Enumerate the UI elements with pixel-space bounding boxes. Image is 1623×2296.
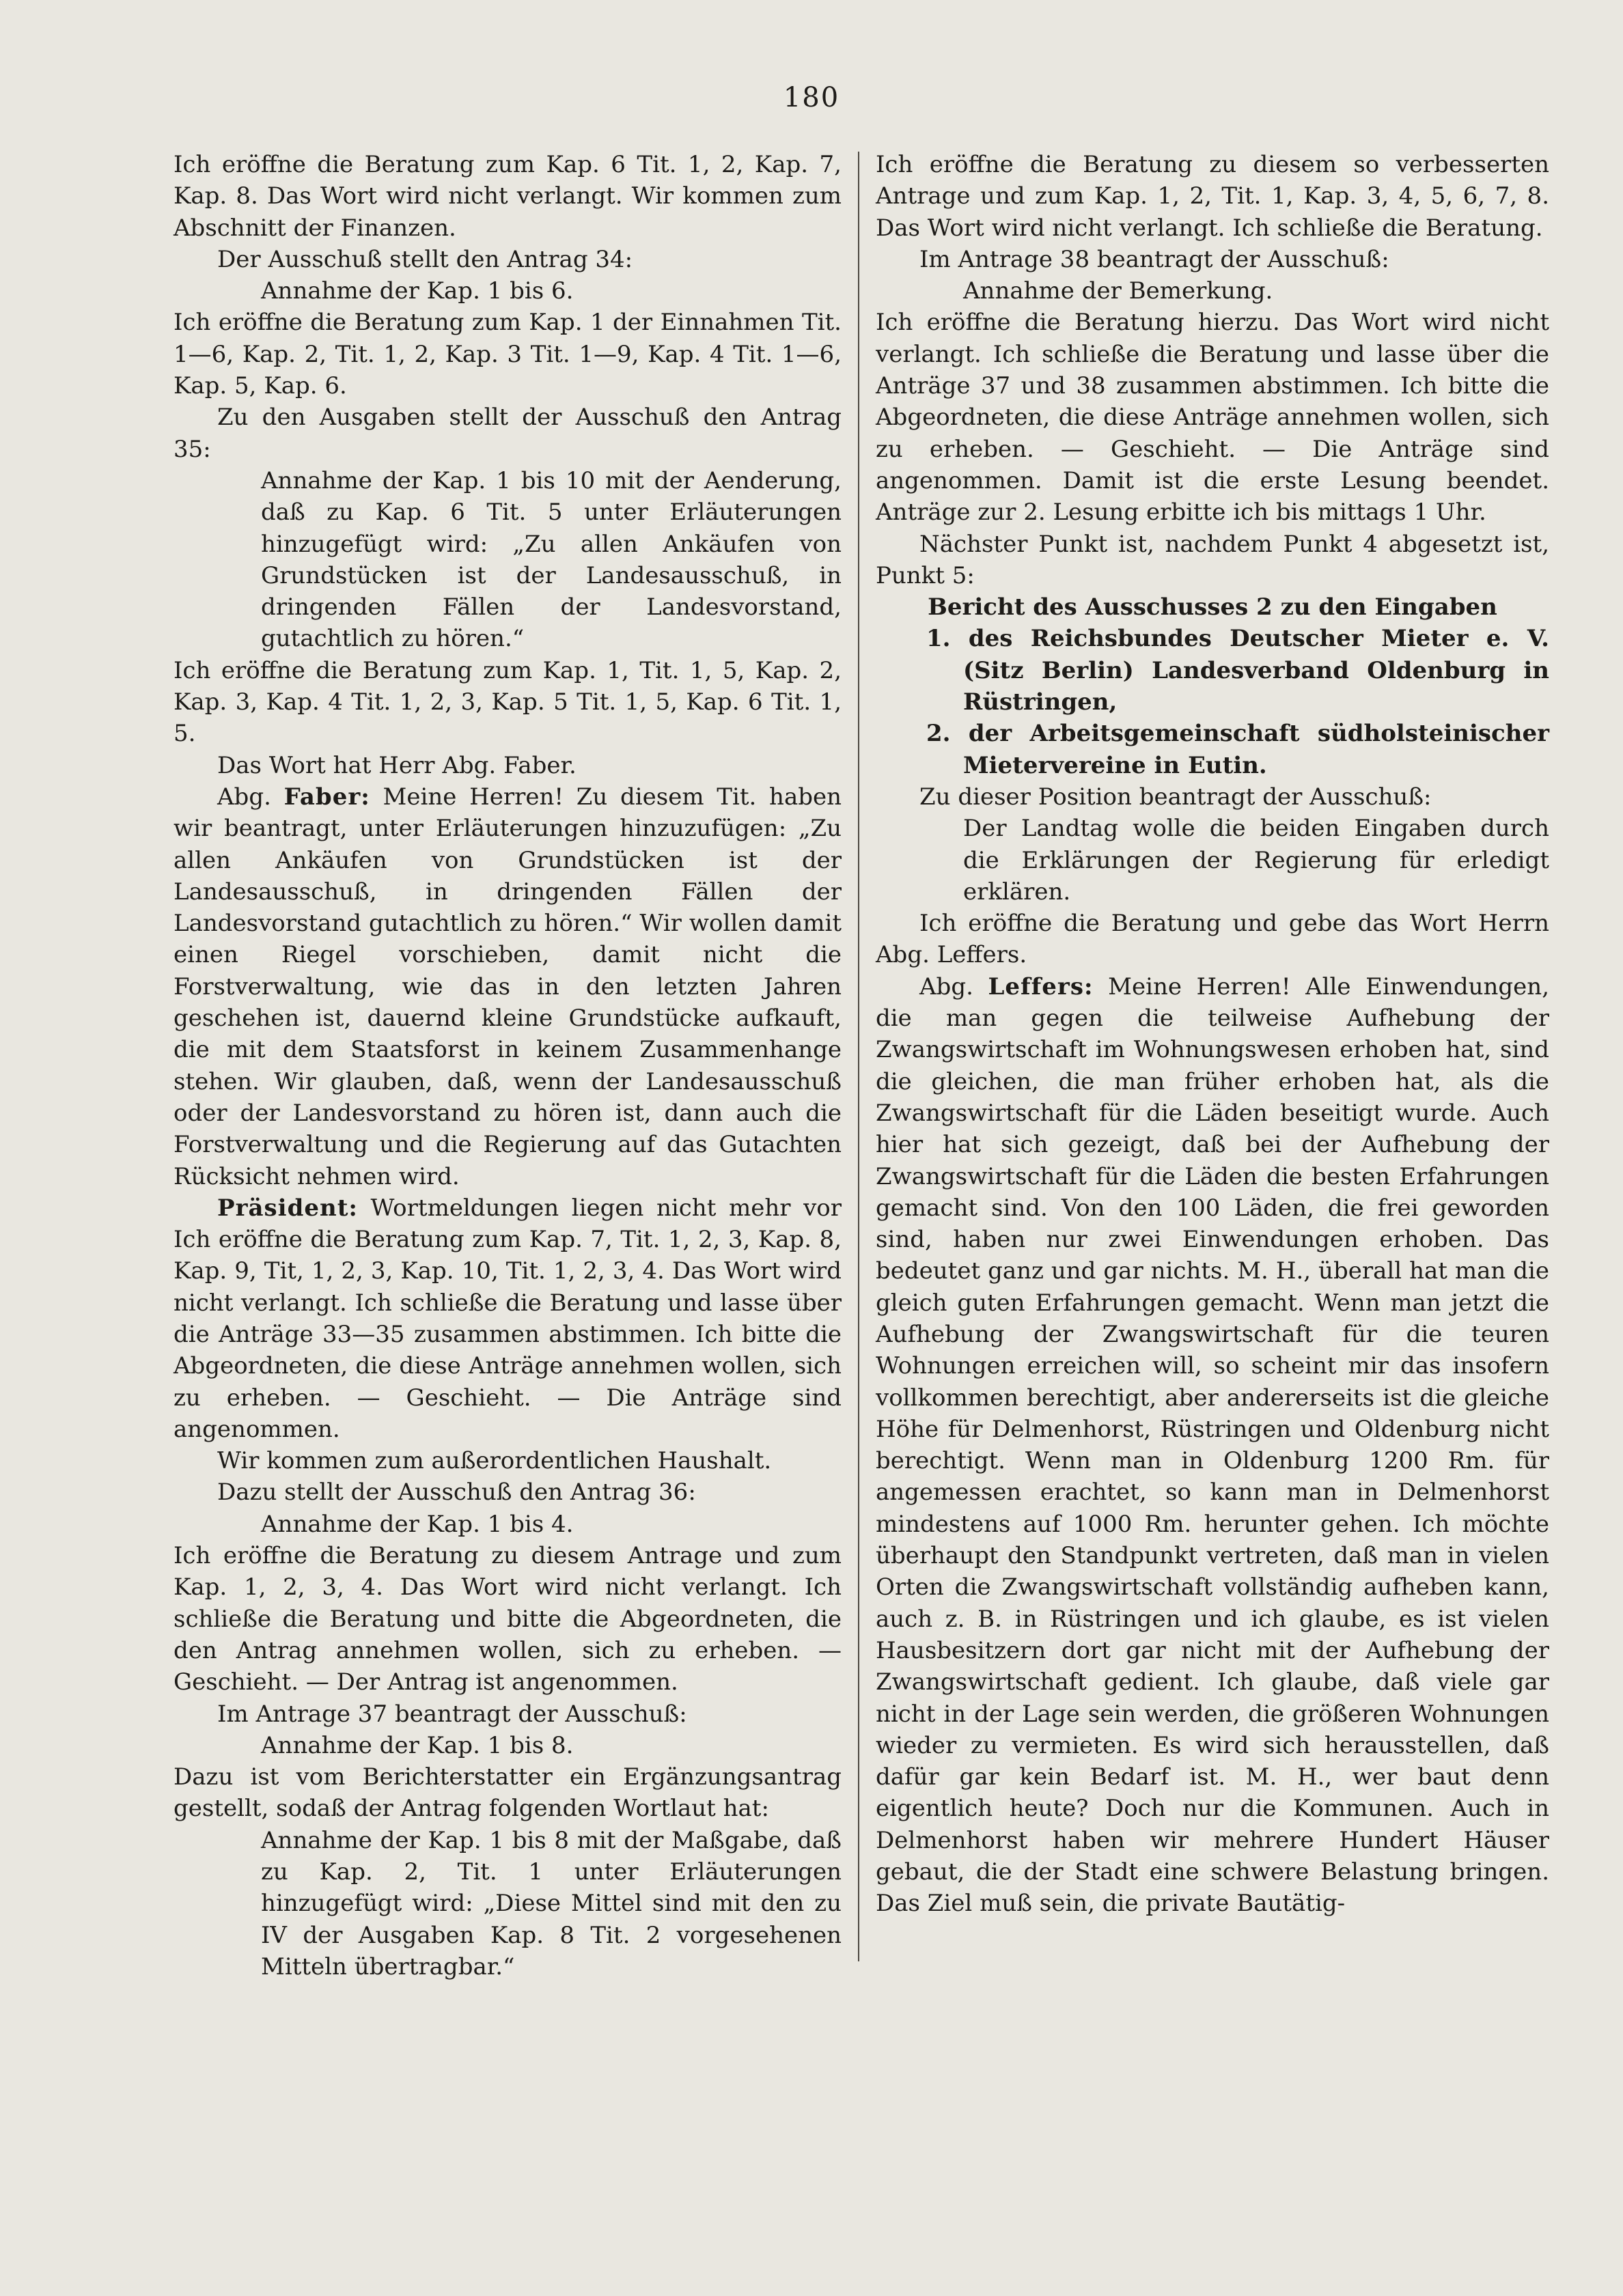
paragraph: Ich eröffne die Beratung zum Kap. 1, Tit. 1, 5, Kap. 2, Kap. 3, Kap. 4 Tit. 1, 2, 3, Kap. 5 Tit. 1, 5, Kap. 6 Tit. 1, 5. xyxy=(174,656,842,748)
paragraph: Ich eröffne die Beratung und gebe das Wort Herrn Abg. Leffers. xyxy=(876,910,1549,969)
paragraph: Wir kommen zum außerordentlichen Haushalt. xyxy=(217,1447,772,1475)
speaker-name: Leffers: xyxy=(988,972,1094,1000)
motion-text: Annahme der Kap. 1 bis 10 mit der Aenderung, daß zu Kap. 6 Tit. 5 unter Erläuterungen hinzugefügt wird: „Zu allen Ankäufen von Grundstücken ist der Landesausschuß, in dringenden Fällen der Landesvorstand, gutachtlich zu hören.“ xyxy=(261,466,842,653)
speech-paragraph xyxy=(174,781,842,1192)
column-divider xyxy=(858,152,859,1961)
motion-text: Annahme der Kap. 1 bis 8. xyxy=(261,1731,574,1759)
agenda-title: Bericht des Ausschusses 2 zu den Eingaben xyxy=(928,593,1497,621)
speech-paragraph xyxy=(174,1192,842,1445)
paragraph: Zu den Ausgaben stellt der Ausschuß den Antrag 35: xyxy=(174,404,842,463)
speaker-name: Faber: xyxy=(283,783,370,811)
paragraph: Ich eröffne die Beratung hierzu. Das Wort wird nicht verlangt. Ich schließe die Beratung und lasse über die Anträge 37 und 38 zusammen abstimmen. Ich bitte die Abgeordneten, die diese Anträge annehmen wollen, sich zu erheben. — Geschieht. — Die Anträge sind angenommen. Damit ist die erste Lesung beendet. Anträge zur 2. Lesung erbitte ich bis mittags 1 Uhr. xyxy=(876,309,1549,527)
paragraph: Dazu ist vom Berichterstatter ein Ergänzungsantrag gestellt, sodaß der Antrag folgenden Wortlaut hat: xyxy=(174,1763,842,1823)
right-column xyxy=(876,149,1549,1920)
agenda-item: 1. des Reichsbundes Deutscher Mieter e. V. (Sitz Berlin) Landesverband Oldenburg in Rüstringen, xyxy=(926,625,1549,716)
motion-text: Annahme der Bemerkung. xyxy=(963,277,1273,305)
left-column xyxy=(174,149,842,1983)
paragraph: Im Antrage 37 beantragt der Ausschuß: xyxy=(217,1700,687,1728)
motion-text: Der Landtag wolle die beiden Eingaben durch die Erklärungen der Regierung für erledigt erklären. xyxy=(963,815,1549,906)
motion-text: Annahme der Kap. 1 bis 6. xyxy=(261,277,574,305)
speaker-prefix: Abg. xyxy=(217,783,284,811)
paragraph: Der Ausschuß stellt den Antrag 34: xyxy=(217,245,633,273)
motion-text: Annahme der Kap. 1 bis 4. xyxy=(261,1510,574,1538)
paragraph: Das Wort hat Herr Abg. Faber. xyxy=(217,751,577,779)
agenda-item: 2. der Arbeitsgemeinschaft südholsteinischer Mietervereine in Eutin. xyxy=(926,720,1549,779)
paragraph: Im Antrage 38 beantragt der Ausschuß: xyxy=(919,245,1389,273)
speech-text: Meine Herren! Alle Einwendungen, die man gegen die teilweise Aufhebung der Zwangswirtschaft im Wohnungswesen erhoben hat, sind die gleichen, die man früher erhoben hat, als die Zwangswirtschaft für die Läden beseitigt wurde. Auch hier hat sich gezeigt, daß bei der Aufhebung der Zwangswirtschaft für die Läden die besten Erfahrungen gemacht sind. Von den 100 Läden, die frei geworden sind, haben nur zwei Einwendungen erhoben. Das bedeutet ganz und gar nichts. M. H., überall hat man die gleich guten Erfahrungen gemacht. Wenn man jetzt die Aufhebung der Zwangswirtschaft für die teuren Wohnungen erreichen will, so scheint mir das insofern vollkommen berechtigt, aber andererseits ist die gleiche Höhe für Delmenhorst, Rüstringen und Oldenburg nicht berechtigt. Wenn man in Oldenburg 1200 Rm. für angemessen erachtet, so kann man in Delmenhorst mindestens auf 1000 Rm. herunter gehen. Ich möchte überhaupt den Standpunkt vertreten, daß man in vielen Orten die Zwangswirtschaft vollständig aufheben kann, auch z. B. in Rüstringen und ich glaube, es ist vielen Hausbesitzern dort gar nicht mit der Aufhebung der Zwangswirtschaft gedient. Ich glaube, daß viele gar nicht in der Lage sein werden, die größeren Wohnungen wieder zu vermieten. Es wird sich herausstellen, daß dafür gar kein Bedarf ist. M. H., wer baut denn eigentlich heute? Doch nur die Kommunen. Auch in Delmenhorst haben wir mehrere Hundert Häuser gebaut, die der Stadt eine schwere Belastung bringen. Das Ziel muß sein, die private Bautätig- xyxy=(876,972,1549,1918)
speech-text: Meine Herren! Zu diesem Tit. haben wir beantragt, unter Erläuterungen hinzuzufügen: „Zu allen Ankäufen von Grundstücken ist der Landesausschuß, in dringenden Fällen der Landesvorstand gutachtlich zu hören.“ Wir wollen damit einen Riegel vorschieben, damit nicht die Forstverwaltung, wie das in den letzten Jahren geschehen ist, dauernd kleine Grundstücke aufkauft, die mit dem Staatsforst in keinem Zusammenhange stehen. Wir glauben, daß, wenn der Landesausschuß oder der Landesvorstand zu hören ist, dann auch die Forstverwaltung und die Regierung auf das Gutachten Rücksicht nehmen wird. xyxy=(174,783,842,1190)
speech-text: Wortmeldungen liegen nicht mehr vor Ich eröffne die Beratung zum Kap. 7, Tit. 1, 2, 3, Kap. 8, Kap. 9, Tit, 1, 2, 3, Kap. 10, Tit. 1, 2, 3, 4. Das Wort wird nicht verlangt. Ich schließe die Beratung und lasse über die Anträge 33—35 zusammen abstimmen. Ich bitte die Abgeordneten, die diese Anträge annehmen wollen, sich zu erheben. — Geschieht. — Die Anträge sind angenommen. xyxy=(174,1194,842,1443)
page-number: 180 xyxy=(783,82,840,113)
paragraph: Zu dieser Position beantragt der Ausschuß: xyxy=(919,783,1432,811)
paragraph: Ich eröffne die Beratung zu diesem so verbesserten Antrage und zum Kap. 1, 2, Tit. 1, Kap. 3, 4, 5, 6, 7, 8. Das Wort wird nicht verlangt. Ich schließe die Beratung. xyxy=(876,151,1549,242)
paragraph: Ich eröffne die Beratung zum Kap. 1 der Einnahmen Tit. 1—6, Kap. 2, Tit. 1, 2, Kap. 3 Tit. 1—9, Kap. 4 Tit. 1—6, Kap. 5, Kap. 6. xyxy=(174,309,842,400)
speaker-name: Präsident: xyxy=(217,1194,358,1222)
paragraph: Ich eröffne die Beratung zu diesem Antrage und zum Kap. 1, 2, 3, 4. Das Wort wird nicht verlangt. Ich schließe die Beratung und bitte die Abgeordneten, die den Antrag annehmen wollen, sich zu erheben. — Geschieht. — Der Antrag ist angenommen. xyxy=(174,1542,842,1696)
paragraph: Ich eröffne die Beratung zum Kap. 6 Tit. 1, 2, Kap. 7, Kap. 8. Das Wort wird nicht verlangt. Wir kommen zum Abschnitt der Finanzen. xyxy=(174,151,842,242)
speech-paragraph xyxy=(876,971,1549,1920)
paragraph: Dazu stellt der Ausschuß den Antrag 36: xyxy=(217,1479,696,1507)
motion-text: Annahme der Kap. 1 bis 8 mit der Maßgabe, daß zu Kap. 2, Tit. 1 unter Erläuterungen hinzugefügt wird: „Diese Mittel sind mit den zu IV der Ausgaben Kap. 8 Tit. 2 vorgesehenen Mitteln übertragbar.“ xyxy=(261,1826,842,1980)
speaker-prefix: Abg. xyxy=(919,972,988,1000)
paragraph: Nächster Punkt ist, nachdem Punkt 4 abgesetzt ist, Punkt 5: xyxy=(876,530,1549,589)
